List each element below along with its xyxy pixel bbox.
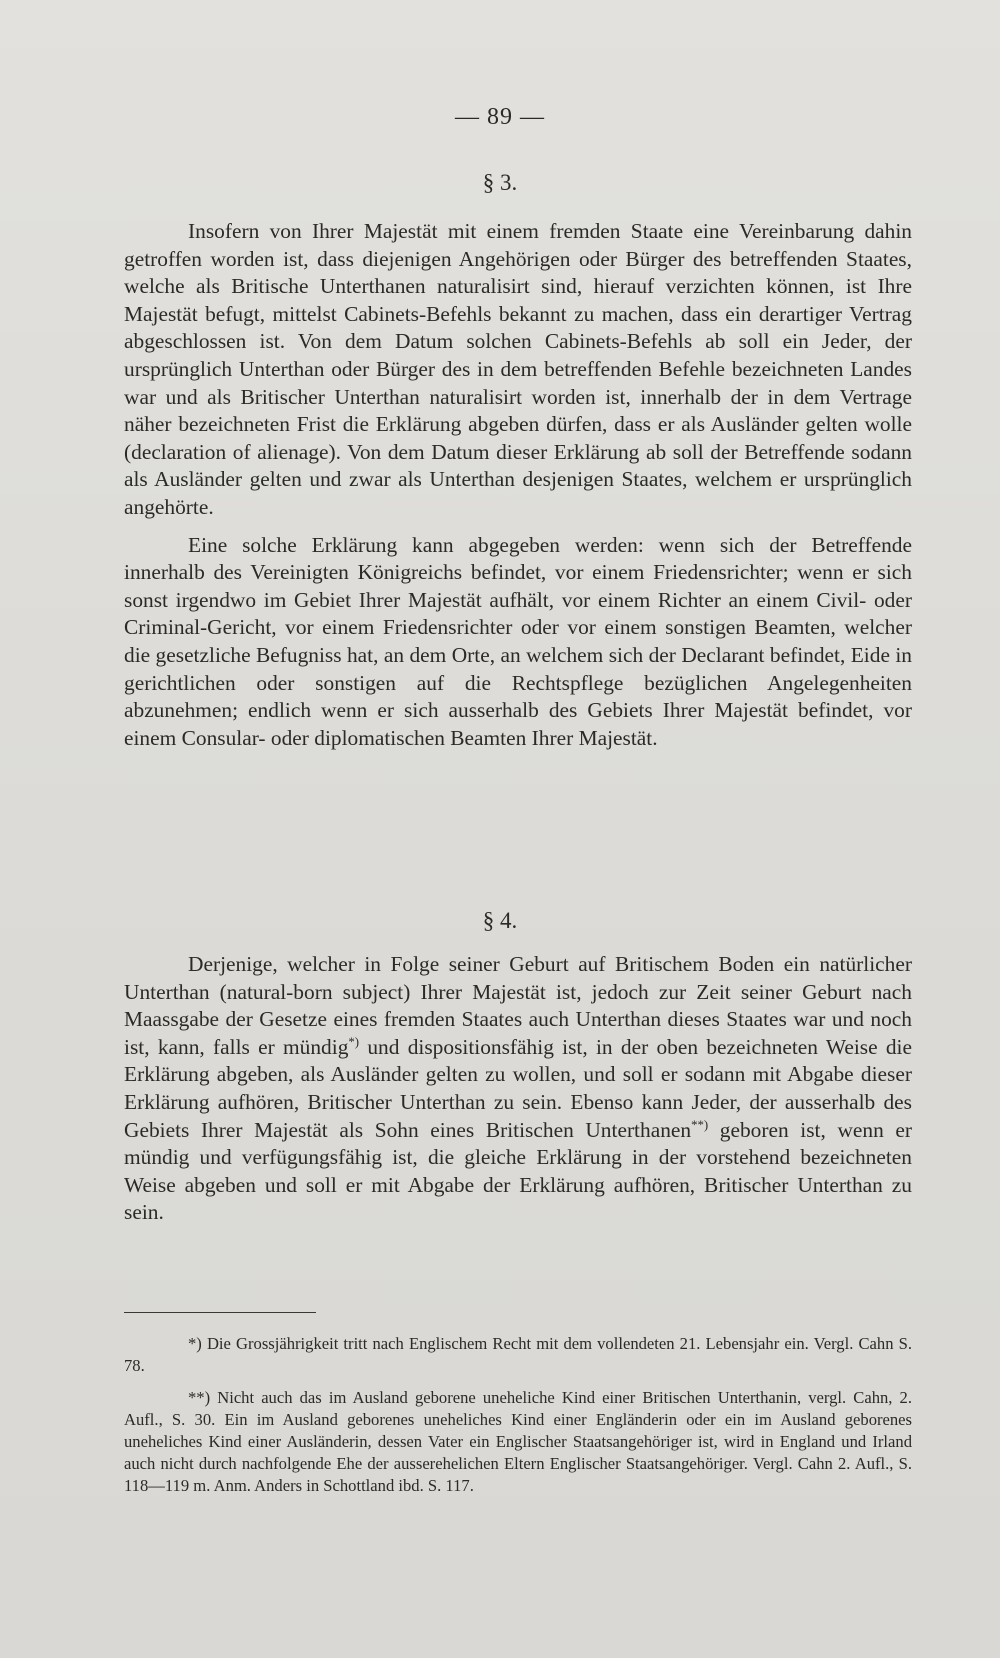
- footnote-1: [124, 1333, 912, 1377]
- footnote-2-mark: **): [188, 1388, 211, 1407]
- footnote-2: [124, 1387, 912, 1497]
- section-4-body: [124, 951, 912, 1227]
- footnote-1-text: Die Grossjährigkeit tritt nach Englischem Recht mit dem vollendeten 21. Lebensjahr ein. Vergl. Cahn S. 78.: [124, 1334, 912, 1375]
- footnotes: [124, 1333, 912, 1497]
- footnote-1-mark: *): [188, 1334, 202, 1353]
- section-4-text-part-1: Derjenige, welcher in Folge seiner Geburt auf Britischem Boden ein natürlicher Unterthan (natural-born subject) Ihrer Majestät ist, jedoch zur Zeit seiner Geburt nach Maassgabe der Gesetze eines fremden Staates auch Unterthan dieses Staates war und noch ist, kann, falls er mündig: [124, 952, 912, 1059]
- section-3-paragraph-1: Insofern von Ihrer Majestät mit einem fremden Staate eine Vereinbarung dahin getroffen worden ist, dass diejenigen Angehörigen oder Bürger des betreffenden Staates, welche als Britische Unterthanen naturalisirt sind, hierauf verzichten können, ist Ihre Majestät befugt, mittelst Cabinets-Befehls bekannt zu machen, dass ein derartiger Vertrag abgeschlossen ist. Von dem Datum solchen Cabinets-Befehls ab soll ein Jeder, der ursprünglich Unterthan oder Bürger des in dem betreffenden Befehle bezeichneten Landes war und als Britischer Unterthan naturalisirt worden ist, innerhalb der in dem Vertrage näher bezeichneten Frist die Erklärung abgeben dürfen, dass er als Ausländer gelten wolle (declaration of alienage). Von dem Datum dieser Erklärung ab soll der Betreffende sodann als Ausländer gelten und zwar als Unterthan desjenigen Staates, welchem er ursprünglich angehörte.: [124, 219, 912, 519]
- section-heading-4: § 4.: [482, 908, 518, 933]
- footnote-divider: [124, 1312, 316, 1313]
- footnote-ref-2: **): [691, 1117, 709, 1132]
- section-4-paragraph-1: [124, 951, 912, 1227]
- page-number: — 89 —: [455, 104, 545, 130]
- footnote-ref-1: *): [348, 1034, 360, 1049]
- section-3-body: [124, 218, 912, 752]
- section-4-text-part-3: geboren ist, wenn er mündig und verfügungsfähig ist, die gleiche Erklärung in der vorstehend bezeichneten Weise abgeben und soll er mit Abgabe der Erklärung aufhören, Britischer Unterthan zu sein.: [124, 1117, 912, 1225]
- section-3-paragraph-2: Eine solche Erklärung kann abgegeben werden: wenn sich der Betreffende innerhalb des Vereinigten Königreichs befindet, vor einem Friedensrichter; wenn er sich sonst irgendwo im Gebiet Ihrer Majestät aufhält, vor einem Richter an einem Civil- oder Criminal-Gericht, vor einem Friedensrichter oder vor einem sonstigen Beamten, welcher die gesetzliche Befugniss hat, an dem Orte, an welchem sich der Declarant befindet, Eide in gerichtlichen oder sonstigen auf die Rechtspflege bezüglichen Angelegenheiten abzunehmen; endlich wenn er sich ausserhalb des Gebiets Ihrer Majestät befindet, vor einem Consular- oder diplomatischen Beamten Ihrer Majestät.: [124, 532, 912, 750]
- section-heading-3: § 3.: [482, 170, 518, 195]
- section-4-text-part-2: und dispositionsfähig ist, in der oben bezeichneten Weise die Erklärung abgeben, als Ausländer gelten zu wollen, und soll er sodann mit Abgabe dieser Erklärung aufhören, Britischer Unterthan zu sein. Ebenso kann Jeder, der ausserhalb des Gebiets Ihrer Majestät als Sohn eines Britischen Unterthanen: [124, 1034, 912, 1142]
- footnote-2-text: Nicht auch das im Ausland geborene uneheliche Kind einer Britischen Unterthanin, vergl. Cahn, 2. Aufl., S. 30. Ein im Ausland geborenes uneheliches Kind einer Engländerin oder ein im Ausland geborenes uneheliches Kind einer Ausländerin, dessen Vater ein Englischer Staatsangehöriger ist, wird in England und Irland auch nicht durch nachfolgende Ehe der ausserehelichen Eltern Englischer Staatsangehöriger. Vergl. Cahn 2. Aufl., S. 118—119 m. Anm. Anders in Schottland ibd. S. 117.: [124, 1388, 912, 1495]
